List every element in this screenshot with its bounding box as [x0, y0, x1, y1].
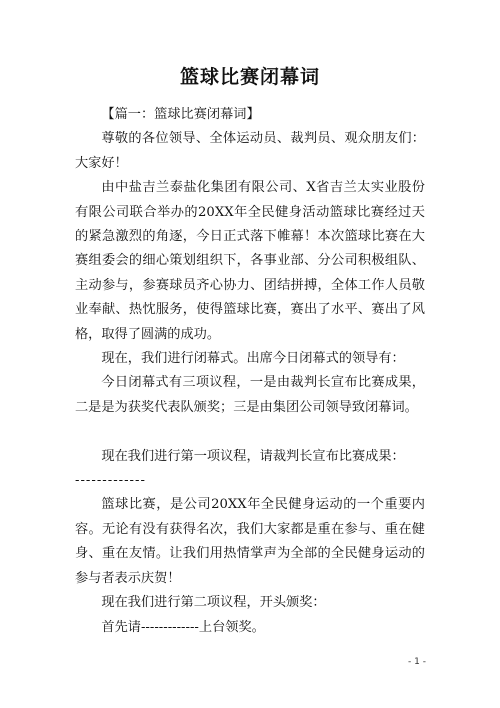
paragraph-intro: 由中盐吉兰泰盐化集团有限公司、X省吉兰太实业股份有限公司联合举办的20XX年全民健身活动篮球比赛经过天的紧急激烈的角逐，今日正式落下帷幕！本次篮球比赛在大赛组委会的细心策划组织下，各事业部、分公司积极组队、主动参与，参赛球员齐心协力、团结拼搏，全体工作人员敬业奉献、热忱服务，使得篮球比赛，赛出了水平、赛出了风格，取得了圆满的成功。: [75, 180, 425, 342]
dash-line: -------------: [75, 473, 146, 489]
paragraph-award: 首先请-------------上台领奖。: [101, 619, 265, 635]
paragraph-closing-ceremony: 现在，我们进行闭幕式。出席今日闭幕式的领导有：: [101, 351, 405, 367]
section-heading: 【篇一：篮球比赛闭幕词】: [101, 107, 260, 122]
page-title: 篮球比赛闭幕词: [179, 66, 320, 88]
page-number: - 1 -: [408, 657, 426, 667]
document-body: [75, 103, 425, 640]
paragraph-first-item: 现在我们进行第一项议程，请裁判长宣布比赛成果：: [101, 448, 405, 464]
blank-line: [75, 420, 425, 444]
paragraph-greeting: 尊敬的各位领导、全体运动员、裁判员、观众朋友们：大家好！: [75, 131, 425, 171]
paragraph-agenda: 今日闭幕式有三项议程，一是由裁判长宣布比赛成果，二是是为获奖代表队颁奖；三是由集团公司领导致闭幕词。: [75, 375, 425, 415]
paragraph-second-item: 现在我们进行第二项议程，开头颁奖：: [101, 595, 326, 611]
paragraph-fitness: 篮球比赛，是公司20XX年全民健身运动的一个重要内容。无论有没有获得名次，我们大家都是重在参与、重在健身、重在友情。让我们用热情掌声为全部的全民健身运动的参与者表示庆贺！: [75, 497, 425, 586]
